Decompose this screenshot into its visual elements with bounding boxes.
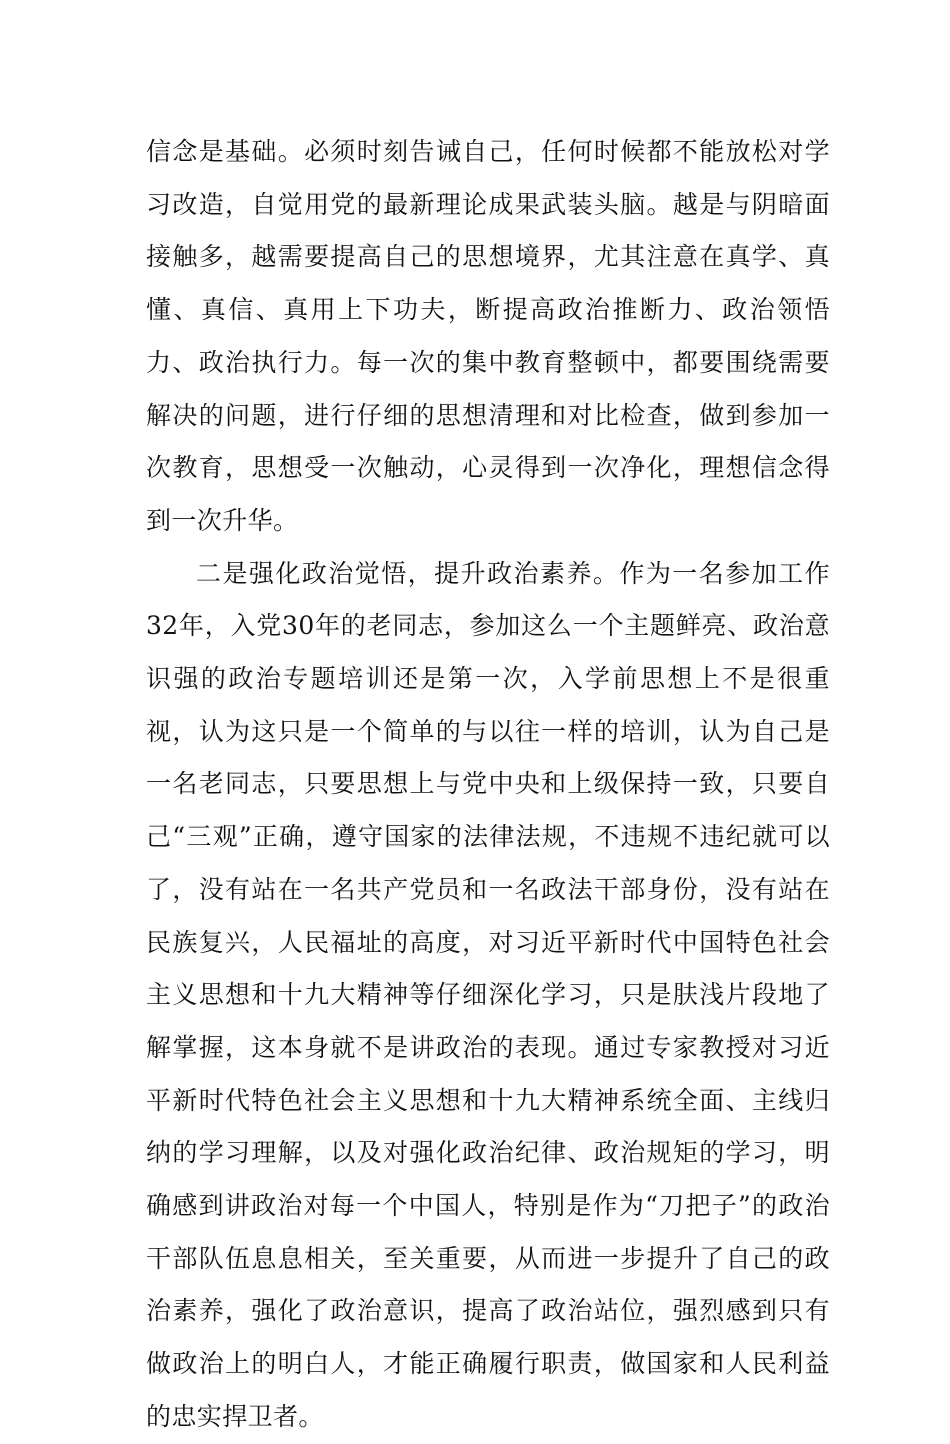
paragraph-2: 二是强化政治觉悟，提升政治素养。作为一名参加工作32年，入党30年的老同志，参加这么一个主题鲜亮、政治意识强的政治专题培训还是第一次，入学前思想上不是很重视，认为这只是一个简单的与以往一样的培训，认为自己是一名老同志，只要思想上与党中央和上级保持一致，只要自己“三观”正确，遵守国家的法律法规，不违规不违纪就可以了，没有站在一名共产党员和一名政法干部身份，没有站在民族复兴，人民福址的高度，对习近平新时代中国特色社会主义思想和十九大精神等仔细深化学习，只是肤浅片段地了解掌握，这本身就不是讲政治的表现。通过专家教授对习近平新时代特色社会主义思想和十九大精神系统全面、主线归纳的学习理解，以及对强化政治纪律、政治规矩的学习，明确感到讲政治对每一个中国人，特别是作为“刀把子”的政治干部队伍息息相关，至关重要，从而进一步提升了自己的政治素养，强化了政治意识，提高了政治站位，强烈感到只有做政治上的明白人，才能正确履行职责，做国家和人民利益的忠实捍卫者。: [146, 558, 830, 1431]
document-body: [146, 126, 830, 1444]
paragraph-1: 信念是基础。必须时刻告诫自己，任何时候都不能放松对学习改造，自觉用党的最新理论成果武装头脑。越是与阴暗面接触多，越需要提高自己的思想境界，尤其注意在真学、真懂、真信、真用上下功夫，断提高政治推断力、政治领悟力、政治执行力。每一次的集中教育整顿中，都要围绕需要解决的问题，进行仔细的思想清理和对比检查，做到参加一次教育，思想受一次触动，心灵得到一次净化，理想信念得到一次升华。: [146, 137, 830, 535]
